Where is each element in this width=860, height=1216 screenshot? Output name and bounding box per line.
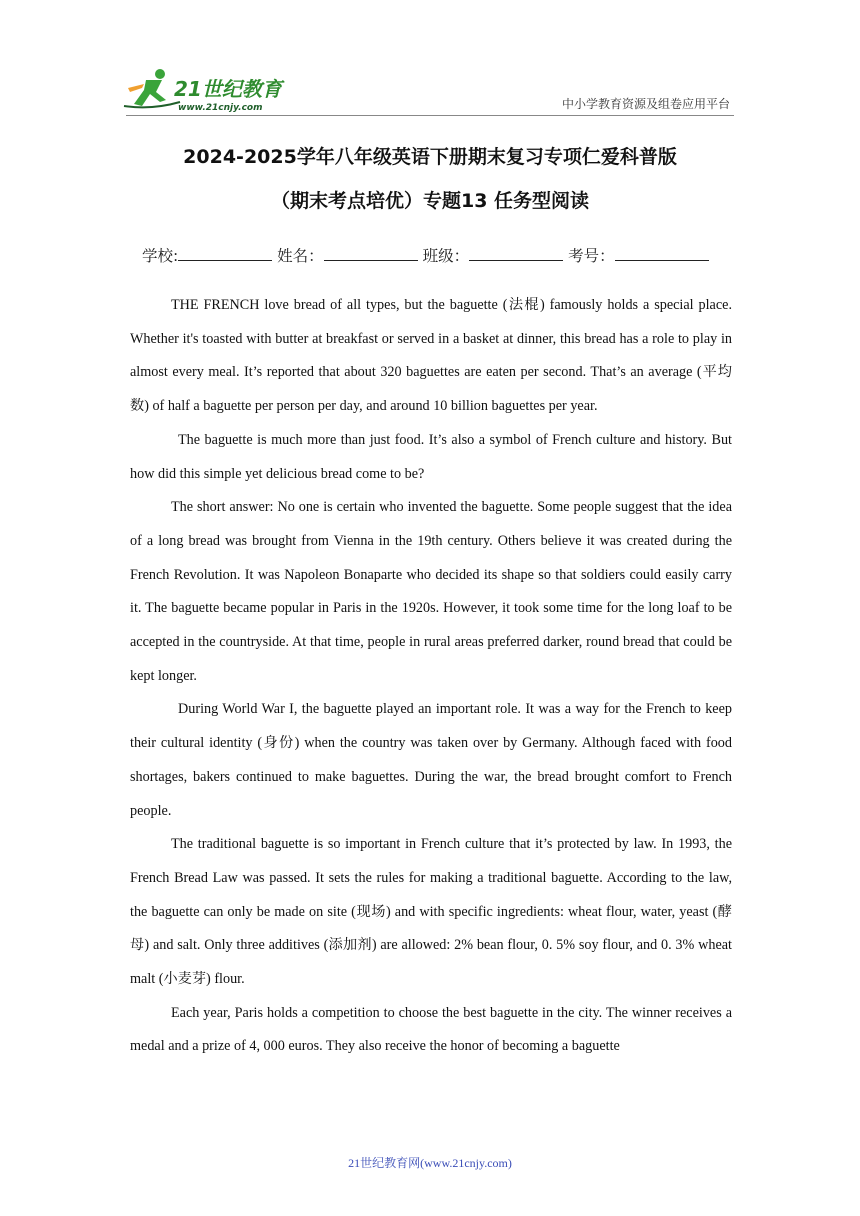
logo-text: 21世纪教育 [174,77,282,101]
class-blank [469,246,563,261]
paragraph: Each year, Paris holds a competition to choose the best baguette in the city. The winner receives a medal and a prize of 4, 000 euros. They also receive the honor of becoming a baguette [130,1004,732,1055]
paragraph: The traditional baguette is so important in French culture that it’s protected by law. In 1993, the French Bread Law was passed. It sets the rules for making a traditional baguette. According to the law, the baguette can only be made on site (现场) and with specific ingredients: wheat flour, water, yeast (酵母) and salt. Only three additives (添加剂) are allowed: 2% bean flour, 0. 5% soy flour, and 0. 3% wheat malt (小麦芽) flour. [130,836,732,988]
school-label: 学校: [142,247,179,265]
name-label: 姓名： [277,247,324,265]
number-label: 考号： [568,247,615,265]
paragraph: During World War I, the baguette played an important role. It was a way for the French to keep their cultural identity (身份) when the country was taken over by Germany. Although faced with food shortages, bakers continued to make baguettes. During the war, the bread brought comfort to French people. [130,701,732,819]
site-logo [122,66,292,116]
document-title: 2024-2025学年八年级英语下册期末复习专项仁爱科普版 [183,146,677,168]
reading-passage [130,289,732,1064]
header-divider [126,115,734,116]
header-platform-text: 中小学教育资源及组卷应用平台 [561,97,730,111]
footer-link[interactable]: 21世纪教育网(www.21cnjy.com) [348,1156,512,1170]
class-label: 班级： [422,247,470,265]
runner-logo-icon [122,66,292,116]
school-blank [178,246,272,261]
number-blank [615,246,709,261]
logo-url-text: www.21cnjy.com [178,103,263,113]
document-subtitle: （期末考点培优）专题13 任务型阅读 [270,190,590,212]
paragraph: The baguette is much more than just food. It’s also a symbol of French culture and history. But how did this simple yet delicious bread come to be? [130,431,732,482]
paragraph: The short answer: No one is certain who invented the baguette. Some people suggest that the idea of a long bread was brought from Vienna in the 19th century. Others believe it was created during the French Revolution. It was Napoleon Bonaparte who decided its shape so that soldiers could easily carry it. The baguette became popular in Paris in the 1920s. However, it took some time for the long loaf to be accepted in the countryside. At that time, people in rural areas preferred darker, round bread that could be kept longer. [130,499,732,684]
paragraph: THE FRENCH love bread of all types, but the baguette (法棍) famously holds a special place. Whether it's toasted with butter at breakfast or served in a basket at dinner, this bread has a role to play in almost every meal. It’s reported that about 320 baguettes are eaten per second. That’s an average (平均数) of half a baguette per person per day, and around 10 billion baguettes per year. [130,297,732,415]
student-info-row [142,244,709,266]
name-blank [324,246,418,261]
